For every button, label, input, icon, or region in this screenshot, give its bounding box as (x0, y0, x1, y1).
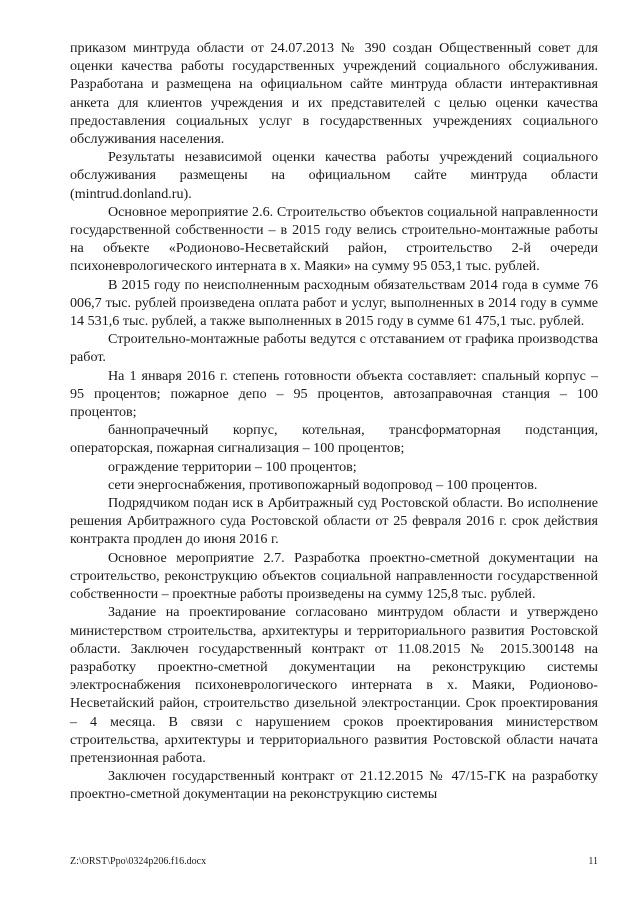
paragraph-7: баннопрачечный корпус, котельная, трансформаторная подстанция, операторская, пожарная сигнализация – 100 процентов; (70, 422, 598, 457)
paragraph-6: На 1 января 2016 г. степень готовности объекта составляет: спальный корпус – 95 процентов; пожарное депо – 95 процентов, автозаправочная станция – 100 процентов; (70, 367, 598, 421)
paragraph-9: сети энергоснабжения, противопожарный водопровод – 100 процентов. (108, 476, 538, 493)
paragraph-5: Строительно-монтажные работы ведутся с отставанием от графика производства работ. (70, 331, 598, 366)
paragraph-11: Основное мероприятие 2.7. Разработка проектно-сметной документации на строительство, реконструкцию объектов социальной направленности государственной собственности – проектные работы произведены на сумму 125,8 тыс. рублей. (70, 549, 598, 603)
paragraph-12: Задание на проектирование согласовано минтрудом области и утверждено министерством строительства, архитектуры и территориального развития Ростовской области. Заключен государственный контракт от 11.08.2015 № 2015.300148 на разработку проектно-сметной документации на реконструкцию системы электроснабжения психоневрологического интерната в х. Маяки, Родионово-Несветайский район, строительство дизельной электростанции. Срок проектирования – 4 месяца. В связи с нарушением сроков проектирования министерством строительства, архитектуры и территориального развития Ростовской области начата претензионная работа. (70, 604, 598, 766)
file-path: Z:\ORST\Ppo\0324p206.f16.docx (70, 856, 207, 867)
paragraph-1: приказом минтруда области от 24.07.2013 № 390 создан Общественный совет для оценки качества работы государственных учреждений социального обслуживания. Разработана и размещена на официальном сайте минтруда области интерактивная анкета для клиентов учреждения и их представителей с целью оценки качества предоставления социальных услуг в государственных учреждениях социального обслуживания населения. (70, 40, 598, 148)
paragraph-3: Основное мероприятие 2.6. Строительство объектов социальной направленности государственной собственности – в 2015 году велись строительно-монтажные работы на объекте «Родионово-Несветайский район, строительство 2-й очереди психоневрологического интерната в х. Маяки» на сумму 95 053,1 тыс. рублей. (70, 203, 598, 275)
paragraph-10: Подрядчиком подан иск в Арбитражный суд Ростовской области. Во исполнение решения Арбитражного суда Ростовской области от 25 февраля 2016 г. срок действия контракта продлен до июня 2016 г. (70, 495, 598, 548)
paragraph-13: Заключен государственный контракт от 21.12.2015 № 47/15-ГК на разработку проектно-сметной документации на реконструкцию системы (70, 768, 598, 803)
paragraph-8: ограждение территории – 100 процентов; (108, 458, 357, 475)
document-body (70, 39, 598, 804)
paragraph-2: Результаты независимой оценки качества работы учреждений социального обслуживания размещены на официальном сайте минтруда области (mintrud.donland.ru). (70, 149, 598, 202)
paragraph-4: В 2015 году по неисполненным расходным обязательствам 2014 года в сумме 76 006,7 тыс. рублей произведена оплата работ и услуг, выполненных в 2014 году в сумме 14 531,6 тыс. рублей, а также выполненных в 2015 году в сумме 61 475,1 тыс. рублей. (70, 276, 598, 330)
page-number: 11 (588, 856, 598, 867)
